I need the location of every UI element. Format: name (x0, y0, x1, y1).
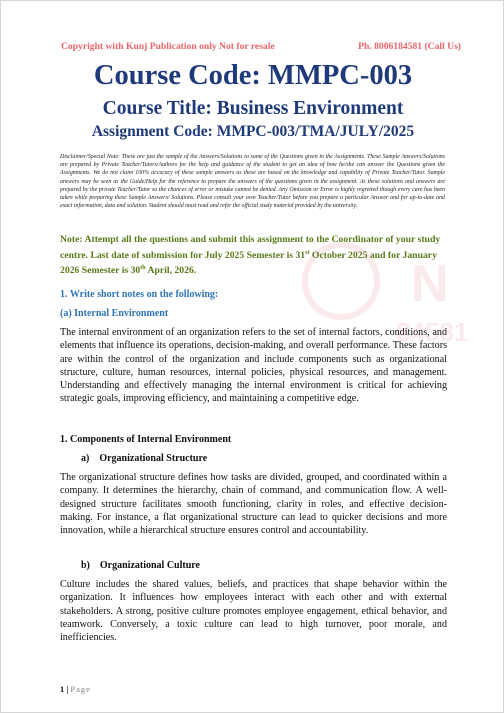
submission-note (60, 233, 446, 278)
phone-text: Ph. 8006184581 (Call Us) (358, 41, 461, 52)
page-footer (60, 684, 260, 695)
note-text-3: April, 2026. (145, 265, 197, 277)
svg-text:N: N (411, 255, 449, 313)
note-text-2: October 2025 and for January 2026 Semester is 30 (60, 249, 437, 277)
intro-paragraph: The internal environment of an organization refers to the set of internal factors, conditions, and elements that influence its operations, decision-making, and overall performance. These factors are within the control of the organization and include components such as organizational structure, culture, human resources, internal policies, physical resources, and management. Understanding and effectively managing the internal environment is critical for achieving strategic goals, improving efficiency, and maintaining a competitive edge. (60, 327, 447, 405)
subsection-heading-structure: a) Organizational Structure (81, 453, 208, 464)
copyright-header (61, 41, 461, 52)
section-heading: 1. Components of Internal Environment (60, 434, 232, 445)
course-title-heading: Course Title: Business Environment (102, 98, 404, 119)
page-label: Page (70, 684, 91, 694)
copyright-text: Copyright with Kunj Publication only Not for resale (61, 41, 275, 52)
subsection-text-structure: The organizational structure defines how tasks are divided, grouped, and coordinated within a company. It determines the hierarchy, chain of command, and communication flow. A well-designed structure facilitates smooth functioning, clarity in roles, and effective decision-making. For instance, a flat organizational structure can lead to quicker decisions and more innovation, while a hierarchical structure ensures control and accountability. (60, 472, 447, 536)
svg-text:84581: 84581 (396, 317, 469, 347)
note-text-1: Note: Attempt all the questions and submit this assignment to the Coordinator of your study centre. Last date of submission for July 2025 Semester is 31 (60, 234, 441, 261)
page-number: 1 (60, 684, 65, 694)
subsection-heading-culture: b) Organizational Culture (81, 560, 200, 571)
assignment-code-heading: Assignment Code: MMPC-003/TMA/JULY/2025 (91, 123, 415, 140)
course-code-heading: Course Code: MMPC-003 (93, 60, 413, 91)
disclaimer-note: Disclaimer/Special Note: These are just the sample of the Answers/Solutions to some of the Questions given in the Assignments. These Sample Answers/Solutions are prepared by Private Teacher/Tutors/Authors for the help and guidance of the student to get an idea of how he/she can answer the Questions given the Assignments. We do not claim 100% accuracy of these sample answers as these are based on the knowledge and capability of Private Teacher/Tutor. Sample answers may be seen as the Guide/Help for the reference to prepare the answers of the questions given in the assignment. As these solutions and answers are prepared by the private Teacher/Tutor so the chances of error or mistake cannot be denied. Any Omission or Error is highly regretted though every care has been taken while preparing these Sample Answers/ Solutions. Please consult your own Teacher/Tutor before you prepare a particular Answer and for up-to-date and exact information, data and solution. Student should must read and refer the official study material provided by the university. (60, 154, 445, 210)
sub-question-heading: (a) Internal Environment (60, 308, 169, 319)
subsection-text-culture: Culture includes the shared values, beliefs, and practices that shape behavior within the organization. It influences how employees interact with each other and with external stakeholders. A strong, positive culture promotes employee engagement, ethical behavior, and teamwork. Conversely, a toxic culture can lead to high turnover, poor morale, and inefficiencies. (60, 579, 447, 643)
footer-separator: | (64, 684, 71, 694)
question-heading: 1. Write short notes on the following: (60, 289, 219, 300)
note-sup-2: th (140, 265, 146, 272)
note-sup-1: st (305, 249, 310, 256)
